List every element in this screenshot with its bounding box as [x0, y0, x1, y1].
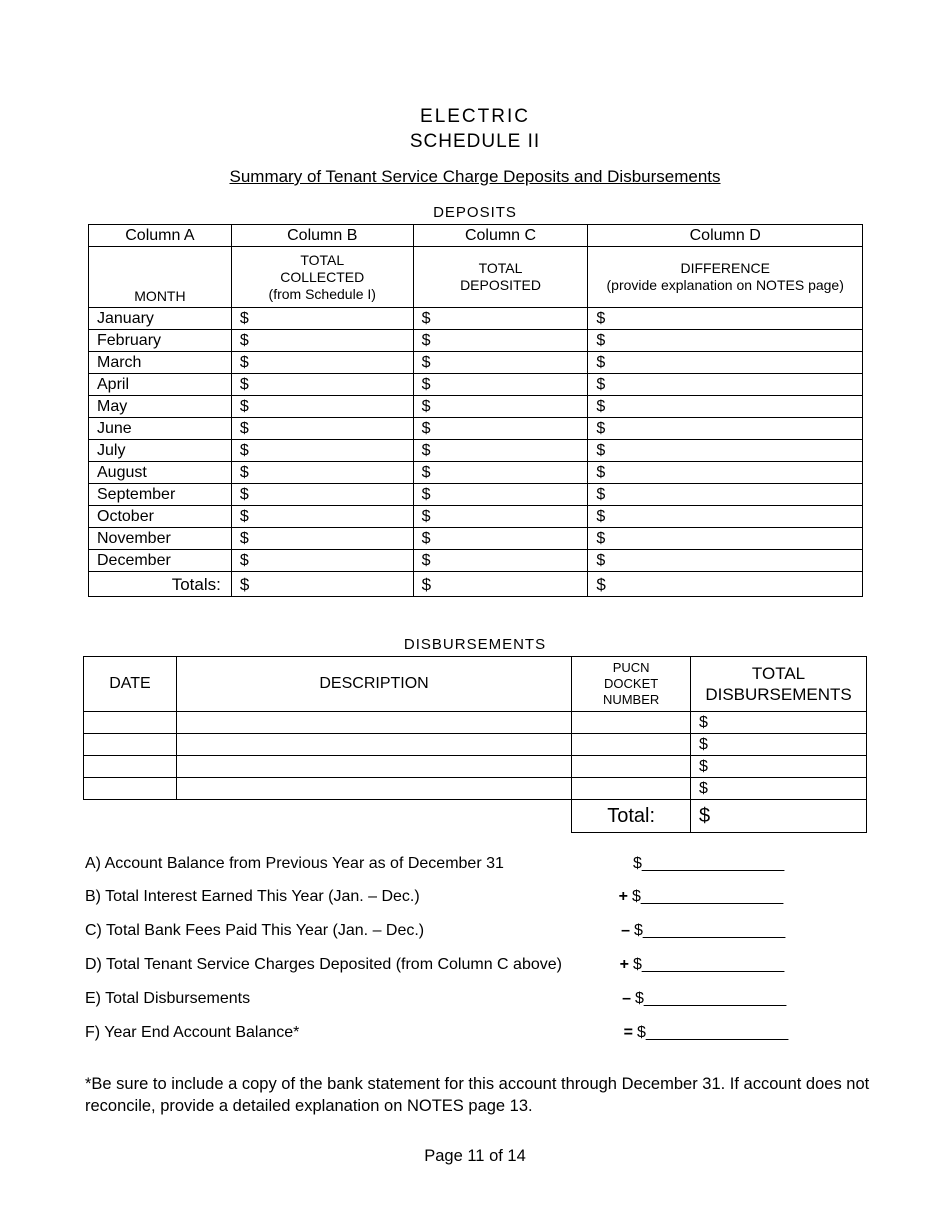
date-field[interactable] [84, 778, 177, 800]
difference-line2: (provide explanation on NOTES page) [606, 277, 844, 293]
docket-number-field[interactable] [572, 734, 691, 756]
difference-field[interactable]: $ [588, 374, 863, 396]
summary-amount-field[interactable]: $________________ [632, 888, 784, 905]
collected-field[interactable]: $ [231, 418, 413, 440]
deposited-field[interactable]: $ [413, 550, 588, 572]
disbursement-row [84, 712, 867, 734]
month-row [89, 374, 863, 396]
disbursement-amount-field[interactable]: $ [691, 756, 867, 778]
summary-amount-field[interactable]: $________________ [637, 1024, 789, 1041]
total-collected-subheader [231, 247, 413, 308]
description-header: DESCRIPTION [176, 657, 571, 712]
deposited-field[interactable]: $ [413, 374, 588, 396]
total-difference-field[interactable]: $ [588, 572, 863, 597]
difference-field[interactable]: $ [588, 330, 863, 352]
month-label: December [89, 550, 232, 572]
summary-operator [599, 853, 629, 875]
description-field[interactable] [176, 712, 571, 734]
summary-amount-field[interactable]: $________________ [633, 956, 785, 973]
month-label: January [89, 308, 232, 330]
disbursement-row [84, 756, 867, 778]
difference-field[interactable]: $ [588, 462, 863, 484]
summary-label: C) Total Bank Fees Paid This Year (Jan. – Dec.) [85, 922, 425, 939]
month-subheader: MONTH [89, 247, 232, 308]
month-label: June [89, 418, 232, 440]
subtitle-text: Summary of Tenant Service Charge Deposits and Disbursements [229, 167, 721, 186]
bank-statement-note: *Be sure to include a copy of the bank statement for this account through December 31. If account does not reconcile, provide a detailed explanation on NOTES page 13. [85, 1075, 870, 1115]
summary-operator: – [621, 922, 630, 939]
column-d-header: Column D [588, 225, 863, 247]
month-row [89, 308, 863, 330]
deposited-field[interactable]: $ [413, 440, 588, 462]
description-field[interactable] [176, 778, 571, 800]
total-collected-field[interactable]: $ [231, 572, 413, 597]
column-a-header: Column A [89, 225, 232, 247]
summary-label: E) Total Disbursements [85, 990, 251, 1007]
month-label: September [89, 484, 232, 506]
deposited-field[interactable]: $ [413, 462, 588, 484]
summary-operator: – [622, 990, 631, 1007]
total-disb-line2: DISBURSEMENTS [705, 685, 852, 704]
deposits-month-rows [89, 308, 863, 572]
deposited-field[interactable]: $ [413, 506, 588, 528]
disbursements-total-row [84, 800, 867, 833]
pucn-line1: PUCN [612, 660, 650, 675]
collected-field[interactable]: $ [231, 396, 413, 418]
pucn-docket-header [572, 657, 691, 712]
month-label: April [89, 374, 232, 396]
disbursements-total-field[interactable]: $ [691, 800, 867, 833]
deposited-field[interactable]: $ [413, 396, 588, 418]
disbursement-amount-field[interactable]: $ [691, 734, 867, 756]
summary-label: F) Year End Account Balance* [85, 1024, 300, 1041]
month-row [89, 462, 863, 484]
docket-number-field[interactable] [572, 778, 691, 800]
summary-label: B) Total Interest Earned This Year (Jan. – Dec.) [85, 888, 420, 905]
date-field[interactable] [84, 734, 177, 756]
month-row [89, 484, 863, 506]
deposited-field[interactable]: $ [413, 528, 588, 550]
disbursement-amount-field[interactable]: $ [691, 712, 867, 734]
month-label: February [89, 330, 232, 352]
summary-label: A) Account Balance from Previous Year as of December 31 [85, 855, 504, 872]
collected-field[interactable]: $ [231, 462, 413, 484]
total-deposited-line1: TOTAL [478, 260, 523, 276]
difference-field[interactable]: $ [588, 484, 863, 506]
total-deposited-field[interactable]: $ [413, 572, 588, 597]
collected-field[interactable]: $ [231, 308, 413, 330]
collected-field[interactable]: $ [231, 440, 413, 462]
deposited-field[interactable]: $ [413, 330, 588, 352]
month-row [89, 330, 863, 352]
pucn-line3: NUMBER [602, 692, 660, 707]
month-row [89, 396, 863, 418]
docket-number-field[interactable] [572, 712, 691, 734]
month-row [89, 506, 863, 528]
disbursements-headers [84, 657, 867, 712]
deposits-totals-row [89, 572, 863, 597]
collected-field[interactable]: $ [231, 484, 413, 506]
empty-cell [176, 800, 571, 833]
empty-cell [84, 800, 177, 833]
column-b-header: Column B [231, 225, 413, 247]
deposits-subheaders [89, 247, 863, 308]
deposited-field[interactable]: $ [413, 484, 588, 506]
disbursement-amount-field[interactable]: $ [691, 778, 867, 800]
month-label: August [89, 462, 232, 484]
docket-number-field[interactable] [572, 756, 691, 778]
summary-label: D) Total Tenant Service Charges Deposited (from Column C above) [85, 956, 562, 973]
totals-label: Totals: [89, 572, 232, 597]
difference-subheader [588, 247, 863, 308]
deposits-label: DEPOSITS [433, 204, 517, 221]
date-field[interactable] [84, 712, 177, 734]
title-schedule: SCHEDULE II [409, 131, 541, 152]
total-deposited-subheader [413, 247, 588, 308]
disbursements-rows [84, 712, 867, 800]
collected-field[interactable]: $ [231, 528, 413, 550]
collected-field[interactable]: $ [231, 374, 413, 396]
disbursements-table [83, 656, 867, 833]
month-row [89, 550, 863, 572]
collected-field[interactable]: $ [231, 506, 413, 528]
total-collected-line2: COLLECTED [280, 268, 365, 285]
disbursements-total-label: Total: [572, 800, 691, 833]
collected-field[interactable]: $ [231, 550, 413, 572]
month-row [89, 352, 863, 374]
difference-field[interactable]: $ [588, 528, 863, 550]
deposited-field[interactable]: $ [413, 418, 588, 440]
date-header: DATE [84, 657, 177, 712]
summary-amount-field[interactable]: $________________ [633, 855, 785, 872]
title-electric: ELECTRIC [420, 106, 530, 127]
deposits-column-headers [89, 225, 863, 247]
total-disb-line1: TOTAL [751, 664, 806, 683]
difference-field[interactable]: $ [588, 550, 863, 572]
month-label: October [89, 506, 232, 528]
disbursements-label: DISBURSEMENTS [403, 636, 547, 653]
summary-operator: + [619, 956, 629, 973]
summary-amount-field[interactable]: $________________ [634, 922, 786, 939]
summary-amount-field[interactable]: $________________ [635, 990, 787, 1007]
month-label: November [89, 528, 232, 550]
summary-operator: = [623, 1024, 633, 1041]
summary-operator: + [618, 888, 628, 905]
total-deposited-line2: DEPOSITED [460, 277, 541, 293]
deposited-field[interactable]: $ [413, 352, 588, 374]
difference-line1: DIFFERENCE [680, 260, 770, 276]
difference-field[interactable]: $ [588, 352, 863, 374]
disbursement-row [84, 734, 867, 756]
total-collected-line1: TOTAL [300, 251, 345, 268]
difference-field[interactable]: $ [588, 418, 863, 440]
month-row [89, 528, 863, 550]
disbursement-row [84, 778, 867, 800]
column-c-header: Column C [413, 225, 588, 247]
date-field[interactable] [84, 756, 177, 778]
deposits-table [88, 224, 863, 597]
month-label: May [89, 396, 232, 418]
difference-field[interactable]: $ [588, 506, 863, 528]
description-field[interactable] [176, 756, 571, 778]
collected-field[interactable]: $ [231, 330, 413, 352]
month-row [89, 418, 863, 440]
description-field[interactable] [176, 734, 571, 756]
month-label: March [89, 352, 232, 374]
pucn-line2: DOCKET [604, 676, 659, 691]
subtitle [0, 167, 950, 187]
month-label: July [89, 440, 232, 462]
total-collected-line3: (from Schedule I) [268, 285, 376, 302]
total-disbursements-header [691, 657, 867, 712]
collected-field[interactable]: $ [231, 352, 413, 374]
deposited-field[interactable]: $ [413, 308, 588, 330]
difference-field[interactable]: $ [588, 396, 863, 418]
page-number: Page 11 of 14 [424, 1147, 526, 1165]
difference-field[interactable]: $ [588, 440, 863, 462]
difference-field[interactable]: $ [588, 308, 863, 330]
month-row [89, 440, 863, 462]
